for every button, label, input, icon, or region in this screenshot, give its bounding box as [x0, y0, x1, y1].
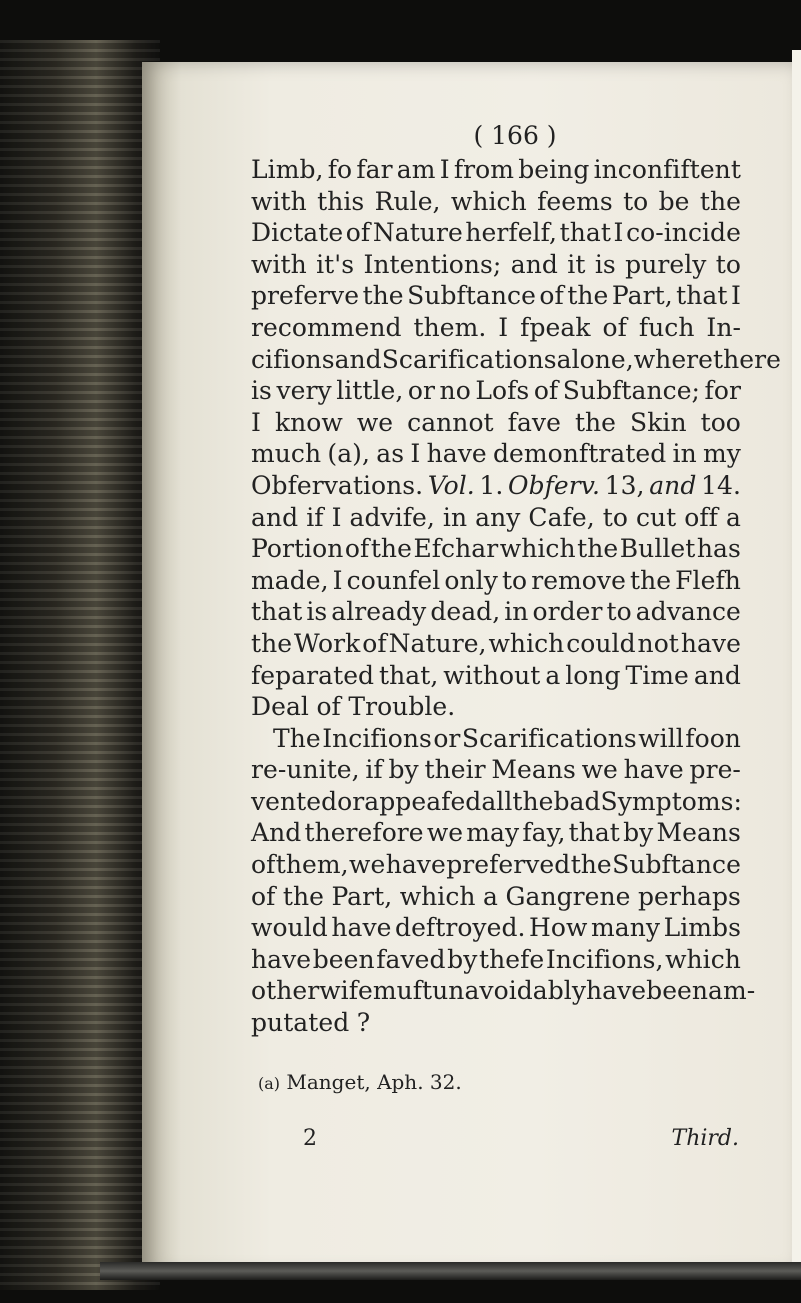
word: it's [316, 249, 355, 279]
word: of [539, 281, 564, 311]
word: fave [507, 407, 561, 437]
page-number: ( 166 ) [473, 121, 557, 150]
word: which [665, 944, 741, 974]
word: I [439, 155, 450, 184]
text-line [251, 565, 741, 597]
word: is [251, 376, 272, 406]
word: without [443, 660, 541, 690]
text-line [251, 754, 741, 786]
word: and [334, 344, 382, 374]
word: being [518, 155, 590, 184]
word: Efchar [413, 534, 499, 564]
word: made, [251, 565, 329, 595]
word: in [672, 439, 697, 469]
word: has [696, 534, 741, 564]
word: or [337, 786, 365, 816]
text-line [251, 438, 741, 470]
word: by [388, 755, 419, 785]
word: the [574, 407, 617, 437]
word: that [676, 281, 728, 311]
footnote [251, 1069, 741, 1097]
text-line [251, 470, 741, 502]
word: that, [379, 660, 439, 690]
text-line [251, 912, 741, 944]
word: not [637, 628, 679, 658]
word: where [633, 344, 714, 374]
word: Vol. [427, 470, 475, 500]
page-text-block [251, 118, 781, 1153]
word: How [529, 913, 588, 943]
word: them, [275, 850, 349, 880]
word: been [312, 944, 375, 974]
word: And [251, 818, 302, 848]
word: herfelf, [465, 218, 558, 248]
word: we [426, 818, 464, 848]
word: we [356, 407, 394, 437]
text-line [251, 1007, 741, 1039]
word: of [345, 218, 371, 248]
word: all [481, 786, 513, 816]
word: is [594, 249, 616, 279]
word: little, [336, 376, 404, 406]
word: I [251, 407, 261, 437]
word: and [693, 660, 741, 690]
word: we [349, 850, 386, 880]
word: very [276, 376, 332, 406]
word: long [565, 660, 621, 690]
word: have [623, 755, 684, 785]
word: Means [491, 755, 576, 785]
word: could [566, 628, 636, 658]
word: and [649, 470, 697, 500]
word: and [510, 249, 558, 279]
word: the [630, 565, 672, 595]
word: The [273, 723, 321, 753]
word: the [251, 628, 293, 658]
word: of [251, 881, 276, 911]
word: of [251, 850, 276, 880]
word: cifions [251, 344, 335, 374]
word: Intentions; [363, 249, 502, 279]
word: unavoidably [432, 976, 587, 1006]
word: feems [537, 186, 613, 216]
word: the [282, 881, 324, 911]
word: foon [685, 723, 741, 753]
word: muft [372, 976, 433, 1006]
text-line [251, 786, 741, 818]
word: I [498, 312, 509, 342]
word: if [365, 755, 383, 785]
signature-mark: 2 [303, 1125, 317, 1151]
word: Subftance; [562, 376, 701, 406]
word: which [450, 186, 527, 216]
word: this [317, 186, 365, 216]
word: I [332, 565, 343, 595]
book-bottom-edge [100, 1262, 801, 1280]
text-line [251, 154, 741, 186]
word: counfel [346, 565, 441, 595]
text-line [251, 186, 741, 218]
text-line [251, 344, 781, 376]
word: Gangrene [505, 881, 631, 911]
word: deftroyed. [395, 913, 526, 943]
word: the [699, 186, 741, 216]
word: Part, [611, 281, 673, 311]
word: in [442, 502, 468, 532]
word: Trouble. [348, 692, 456, 722]
word: inconfiftent [593, 155, 741, 184]
footnote-text: Manget, Aph. 32. [286, 1069, 462, 1094]
word: dead, [430, 597, 501, 627]
word: alone, [556, 344, 634, 374]
word: fo [327, 155, 353, 184]
word: have [331, 913, 392, 943]
word: the [567, 281, 609, 311]
word: I [730, 281, 741, 311]
word: Deal [251, 692, 309, 722]
word: appeafed [364, 786, 482, 816]
word: fuch [638, 312, 695, 342]
word: already [331, 597, 427, 627]
word: of [602, 312, 627, 342]
text-line [251, 217, 741, 249]
word: the [512, 786, 554, 816]
word: Symptoms: [600, 786, 743, 816]
word: re-unite, [251, 755, 360, 785]
word: of [344, 534, 370, 564]
word: of [533, 376, 559, 406]
word: with [251, 249, 307, 279]
word: if [306, 502, 324, 532]
book-binding [0, 40, 160, 1290]
text-line [251, 817, 741, 849]
word: may [466, 818, 520, 848]
catchword: Third. [671, 1125, 739, 1151]
word: am [396, 155, 436, 184]
word: have [251, 944, 312, 974]
word: Flefh [675, 565, 741, 595]
word: faved [376, 944, 446, 974]
text-line [251, 944, 741, 976]
word: (a), [327, 439, 370, 469]
word: much [251, 439, 322, 469]
word: Subftance [612, 850, 741, 880]
word: 13, [604, 470, 645, 500]
word: advife, [349, 502, 435, 532]
word: remove [531, 565, 626, 595]
word: that [568, 818, 620, 848]
word: them. [413, 312, 487, 342]
word: many [591, 913, 661, 943]
word: Limb, [251, 155, 324, 184]
word: putated [251, 1008, 350, 1038]
word: there [713, 344, 781, 374]
word: and [251, 502, 299, 532]
word: advance [635, 597, 741, 627]
word: in [504, 597, 529, 627]
word: to [623, 186, 649, 216]
footnote-marker: (a) [258, 1073, 281, 1093]
word: a [483, 881, 498, 911]
word: cannot [407, 407, 494, 437]
word: be [658, 186, 690, 216]
text-line [251, 407, 741, 439]
word: cut [635, 502, 677, 532]
word: perhaps [637, 881, 741, 911]
word: from [453, 155, 515, 184]
word: that [559, 218, 611, 248]
body-text [251, 154, 781, 1039]
word: In- [706, 312, 741, 342]
word: been [646, 976, 709, 1006]
text-line [251, 691, 741, 723]
word: Skin [630, 407, 687, 437]
word: the [370, 534, 412, 564]
word: fpeak [520, 312, 591, 342]
word: far [356, 155, 393, 184]
word: with [251, 186, 307, 216]
word: I [613, 218, 624, 248]
word: bad [553, 786, 601, 816]
word: fay, [522, 818, 566, 848]
word: Work [294, 628, 361, 658]
text-line [251, 723, 741, 755]
text-line [251, 660, 741, 692]
word: by [623, 818, 654, 848]
page-footer [251, 1125, 741, 1153]
word: any [475, 502, 521, 532]
word: Cafe, [528, 502, 595, 532]
word: their [424, 755, 486, 785]
word: feparated [251, 660, 375, 690]
word: we [581, 755, 618, 785]
word: my [703, 439, 741, 469]
word: vented [251, 786, 338, 816]
word: which [488, 628, 565, 658]
word: Lofs [475, 376, 530, 406]
word: to [606, 597, 632, 627]
word: only [444, 565, 498, 595]
word: to [501, 565, 528, 595]
word: Nature [372, 218, 463, 248]
word: will [638, 723, 684, 753]
word: Subftance [407, 281, 536, 311]
text-line [251, 596, 741, 628]
text-line [251, 249, 741, 281]
word: Dictate [251, 218, 344, 248]
word: Obfervations. [251, 470, 424, 500]
word: am- [708, 976, 756, 1006]
word: Nature, [388, 628, 487, 658]
word: Obferv. [508, 470, 600, 500]
word: which [399, 881, 476, 911]
word: Bullet [619, 534, 696, 564]
text-line [251, 881, 741, 913]
word: demonftrated [493, 439, 667, 469]
word: of [316, 692, 341, 722]
word: too [700, 407, 741, 437]
word: have [385, 850, 446, 880]
word: a [545, 660, 561, 690]
word: Rule, [374, 186, 441, 216]
word: of [362, 628, 387, 658]
text-line [251, 533, 741, 565]
word: is [306, 597, 328, 627]
text-line [251, 375, 741, 407]
word: preferve [251, 281, 360, 311]
word: preferved [446, 850, 571, 880]
text-line [251, 312, 741, 344]
word: know [274, 407, 343, 437]
word: the [570, 850, 612, 880]
word: I [331, 502, 342, 532]
word: ? [356, 1008, 371, 1038]
word: it [567, 249, 586, 279]
word: purely [625, 249, 707, 279]
word: to [602, 502, 628, 532]
word: that [251, 597, 303, 627]
word: have [426, 439, 487, 469]
word: no [439, 376, 471, 406]
word: have [680, 628, 741, 658]
word: would [251, 913, 328, 943]
word: recommend [251, 312, 402, 342]
word: Portion [251, 534, 344, 564]
word: Incifions [322, 723, 432, 753]
text-line [251, 628, 741, 660]
word: or [407, 376, 436, 406]
word: for [704, 376, 741, 406]
word: Part, [331, 881, 393, 911]
word: 1. [479, 470, 504, 500]
text-line [251, 975, 756, 1007]
word: which [499, 534, 576, 564]
word: Limbs [663, 913, 741, 943]
text-line [251, 849, 741, 881]
word: Incifions, [545, 944, 664, 974]
word: 14. [701, 470, 741, 500]
word: I [410, 439, 421, 469]
word: or [433, 723, 461, 753]
page-edge [792, 50, 801, 1280]
word: a [726, 502, 741, 532]
word: Means [656, 818, 741, 848]
word: pre- [689, 755, 741, 785]
word: order [532, 597, 603, 627]
word: Scarifications [461, 723, 637, 753]
word: the [362, 281, 404, 311]
word: as [376, 439, 405, 469]
word: otherwife [251, 976, 373, 1006]
word: have [586, 976, 647, 1006]
word: co-incide [626, 218, 741, 248]
word: therefore [304, 818, 424, 848]
word: Scarifications [381, 344, 557, 374]
word: to [715, 249, 741, 279]
word: off [684, 502, 718, 532]
word: by [447, 944, 478, 974]
word: the [577, 534, 619, 564]
text-line [251, 280, 741, 312]
text-line [251, 502, 741, 534]
word: Time [625, 660, 689, 690]
word: thefe [478, 944, 545, 974]
